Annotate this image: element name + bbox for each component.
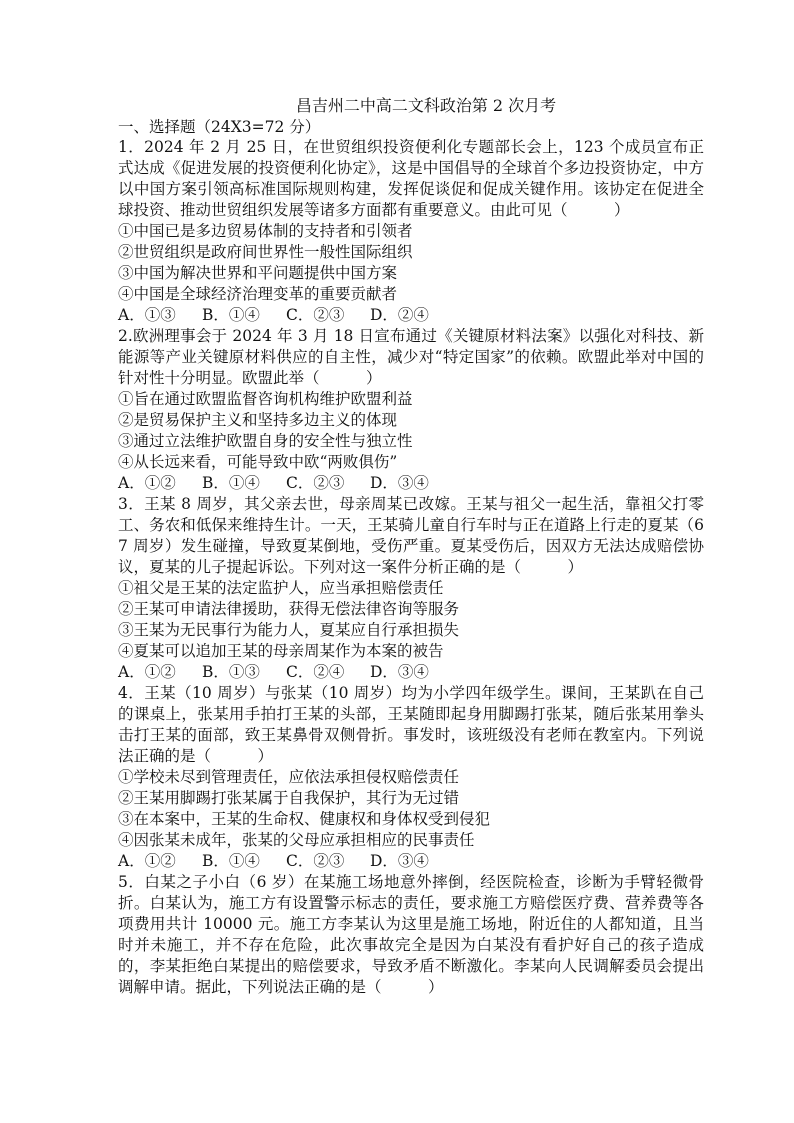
answer-choices [118, 662, 704, 683]
choice-a: A．①② [118, 663, 176, 681]
statement-option: ③通过立法维护欧盟自身的安全性与独立性 [118, 432, 413, 450]
statement-option: ④中国是全球经济治理变革的重要贡献者 [118, 285, 398, 303]
statement-option: ①旨在通过欧盟监督咨询机构维护欧盟利益 [118, 390, 413, 408]
statement-option: ④夏某可以追加王某的母亲周某作为本案的被告 [118, 642, 444, 660]
question-stem: 5．白某之子小白（6 岁）在某施工场地意外摔倒，经医院检查，诊断为手臂轻微骨折。白某认为，施工方有设置警示标志的责任，要求施工方赔偿医疗费、营养费等各项费用共计 10000 元。施工方李某认为这里是施工场地，附近住的人都知道，且当时并未施工，并不存在危险，此次事故完全是因为白某没有看护好自己的孩子造成的，李某拒绝白某提出的赔偿要求，导致矛盾不断激化。李某向人民调解委员会提出调解申请。据此，下列说法正确的是（ ） [118, 873, 704, 996]
choice-a: A．①② [118, 474, 176, 492]
choice-a: A．①③ [118, 306, 176, 324]
question-stem: 2.欧洲理事会于 2024 年 3 月 18 日宣布通过《关键原材料法案》以强化对科技、新能源等产业关键原材料供应的自主性，减少对“特定国家”的依赖。欧盟此举对中国的针对性十分明显。欧盟此举（ ） [118, 327, 704, 387]
choice-c: C．②③ [286, 852, 345, 870]
statement-option: ③中国为解决世界和平问题提供中国方案 [118, 264, 398, 282]
answer-choices [118, 473, 704, 494]
question-2 [118, 326, 704, 494]
choice-b: B．①③ [202, 663, 260, 681]
choice-d: D．③④ [370, 663, 429, 681]
question-stem: 4．王某（10 周岁）与张某（10 周岁）均为小学四年级学生。课间，王某趴在自己的课桌上，张某用手拍打王某的头部，王某随即起身用脚踢打张某，随后张某用拳头击打王某的面部，致王某鼻骨双侧骨折。事发时，该班级没有老师在教室内。下列说法正确的是（ ） [118, 684, 704, 765]
choice-b: B．①④ [202, 474, 260, 492]
question-1 [118, 137, 704, 326]
section-heading: 一、选择题（24X3=72 分） [118, 118, 321, 136]
question-5 [118, 872, 704, 998]
answer-choices [118, 851, 704, 872]
statement-option: ②王某用脚踢打张某属于自我保护，其行为无过错 [118, 789, 460, 807]
choice-c: C．②③ [286, 306, 345, 324]
statement-option: ③王某为无民事行为能力人，夏某应自行承担损失 [118, 621, 460, 639]
statement-option: ④从长远来看，可能导致中欧“两败俱伤” [118, 453, 398, 471]
statement-option: ④因张某未成年，张某的父母应承担相应的民事责任 [118, 831, 475, 849]
statement-option: ③在本案中，王某的生命权、健康权和身体权受到侵犯 [118, 810, 491, 828]
statement-option: ②王某可申请法律援助，获得无偿法律咨询等服务 [118, 600, 460, 618]
statement-option: ①中国已是多边贸易体制的支持者和引领者 [118, 222, 413, 240]
choice-b: B．①④ [202, 306, 260, 324]
choice-d: D．③④ [370, 474, 429, 492]
question-3 [118, 494, 704, 683]
exam-title: 昌吉州二中高二文科政治第 2 次月考 [295, 96, 557, 115]
choice-b: B．①④ [202, 852, 260, 870]
choice-d: D．②④ [370, 306, 429, 324]
question-4 [118, 683, 704, 872]
statement-option: ①祖父是王某的法定监护人，应当承担赔偿责任 [118, 579, 444, 597]
choice-c: C．②④ [286, 663, 345, 681]
question-stem: 1．2024 年 2 月 25 日，在世贸组织投资便利化专题部长会上，123 个成员宣布正式达成《促进发展的投资便利化协定》，这是中国倡导的全球首个多边投资协定，中方以中国方案引领高标准国际规则构建，发挥促谈促和促成关键作用。该协定在促进全球投资、推动世贸组织发展等诸多方面都有重要意义。由此可见（ ） [118, 138, 704, 219]
statement-option: ①学校未尽到管理责任，应依法承担侵权赔偿责任 [118, 768, 460, 786]
choice-d: D．③④ [370, 852, 429, 870]
statement-option: ②世贸组织是政府间世界性一般性国际组织 [118, 243, 413, 261]
choice-a: A．①② [118, 852, 176, 870]
statement-option: ②是贸易保护主义和坚持多边主义的体现 [118, 411, 398, 429]
question-stem: 3．王某 8 周岁，其父亲去世，母亲周某已改嫁。王某与祖父一起生活，靠祖父打零工、务农和低保来维持生计。一天，王某骑儿童自行车时与正在道路上行走的夏某（67 周岁）发生碰撞，导致夏某倒地，受伤严重。夏某受伤后，因双方无法达成赔偿协议，夏某的儿子提起诉讼。下列对这一案件分析正确的是（ ） [118, 495, 704, 576]
choice-c: C．②③ [286, 474, 345, 492]
answer-choices [118, 305, 704, 326]
